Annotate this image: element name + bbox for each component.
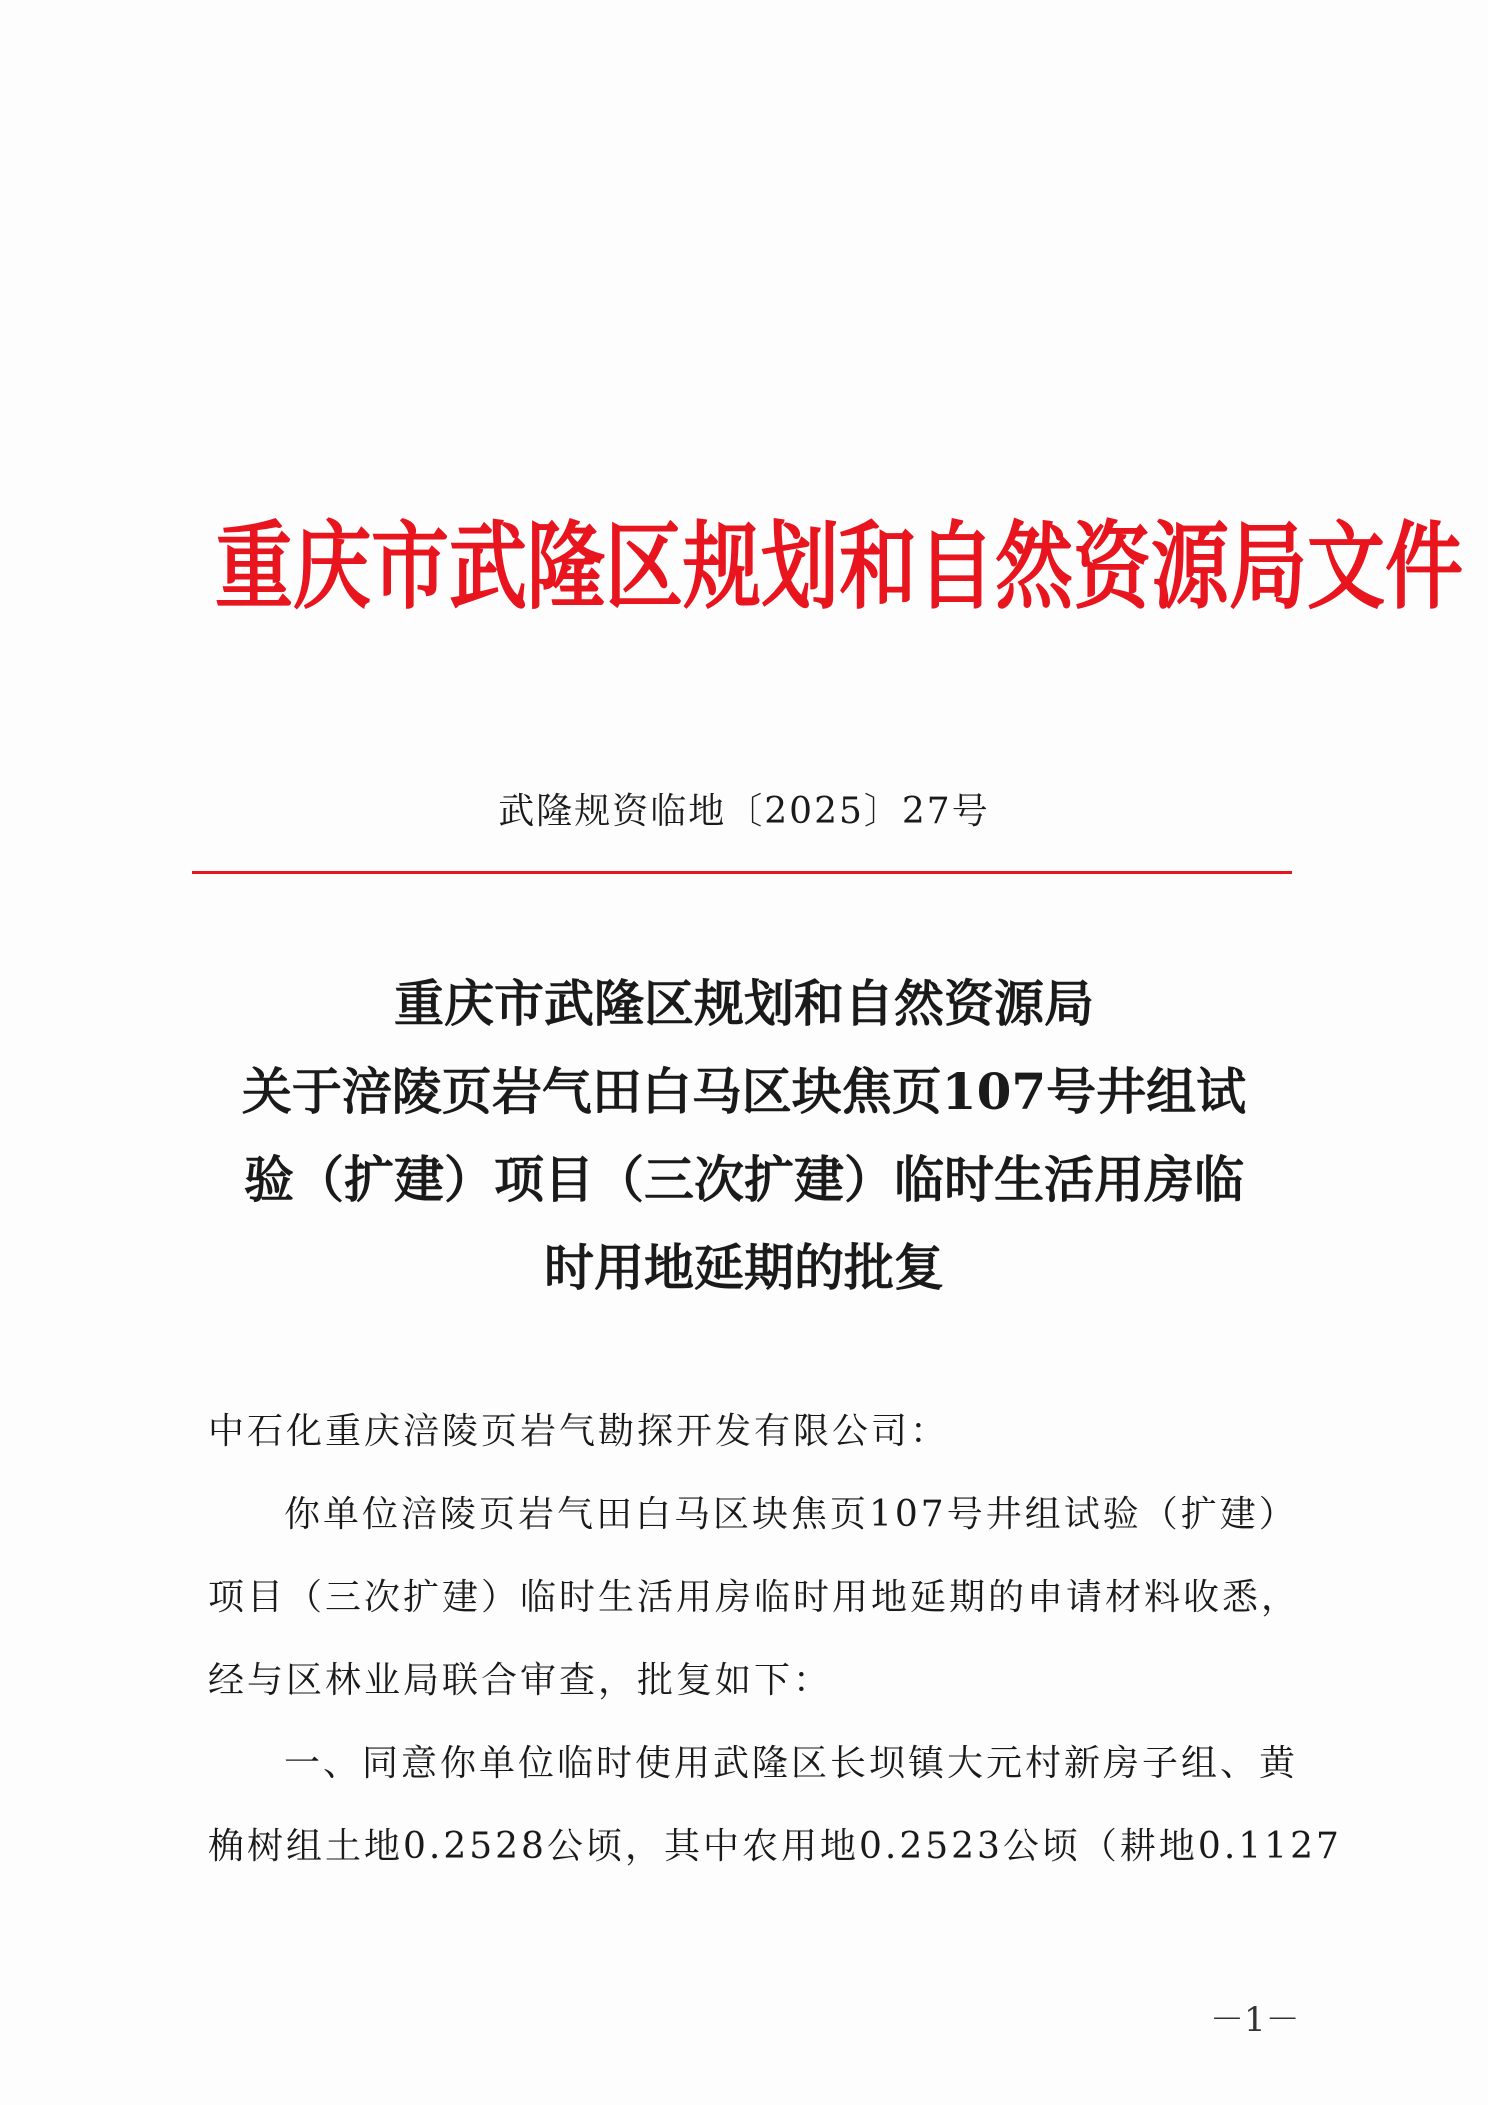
- addressee: 中石化重庆涪陵页岩气勘探开发有限公司：: [208, 1411, 950, 1452]
- document-body: [208, 1390, 1342, 1888]
- title-line-1: 重庆市武隆区规划和自然资源局: [394, 974, 1094, 1033]
- masthead-title: 重庆市武隆区规划和自然资源局文件: [215, 511, 1464, 623]
- paragraph-2-line-1: 一、同意你单位临时使用武隆区长坝镇大元村新房子组、黄: [284, 1743, 1299, 1784]
- document-title: [190, 960, 1298, 1312]
- page-number: －1－: [1210, 2000, 1300, 2040]
- paragraph-1-line-1: 你单位涪陵页岩气田白马区块焦页107号井组试验（扩建）: [284, 1494, 1298, 1535]
- paragraph-1-line-2: 项目（三次扩建）临时生活用房临时用地延期的申请材料收悉，: [208, 1577, 1301, 1618]
- document-number: 武隆规资临地〔2025〕27号: [498, 791, 990, 832]
- paragraph-1-line-3: 经与区林业局联合审查，批复如下：: [208, 1660, 833, 1701]
- red-separator-line: [192, 871, 1292, 874]
- title-line-2: 关于涪陵页岩气田白马区块焦页107号井组试: [241, 1062, 1247, 1121]
- title-line-3: 验（扩建）项目（三次扩建）临时生活用房临: [244, 1150, 1244, 1209]
- title-line-4: 时用地延期的批复: [544, 1238, 944, 1297]
- paragraph-2-line-2: 桷树组土地0.2528公顷，其中农用地0.2523公顷（耕地0.1127: [208, 1826, 1342, 1867]
